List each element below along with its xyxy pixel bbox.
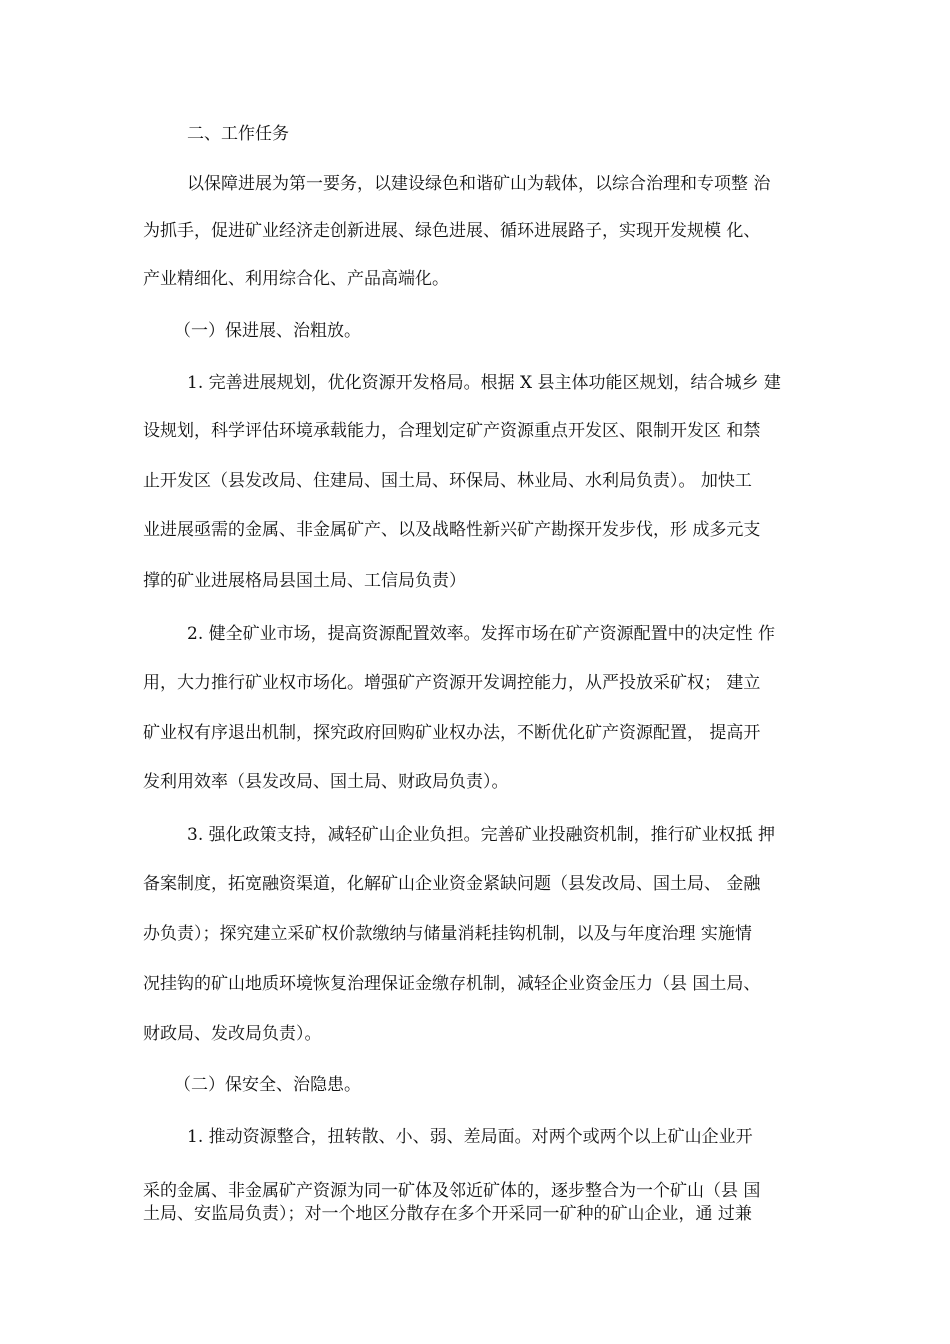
item-4-line: 土局、安监局负责）；对一个地区分散存在多个开采同一矿种的矿山企业，通 过兼 bbox=[143, 1204, 752, 1224]
intro-line: 产业精细化、利用综合化、产品高端化。 bbox=[143, 269, 449, 289]
item-1-line: 业进展亟需的金属、非金属矿产、以及战略性新兴矿产勘探开发步伐，形 成多元支 bbox=[143, 520, 761, 540]
intro-line: 为抓手，促进矿业经济走创新进展、绿色进展、循环进展路子，实现开发规模 化、 bbox=[143, 221, 761, 241]
subsection-title: （二）保安全、治隐患。 bbox=[174, 1075, 361, 1095]
item-1-line: 撑的矿业进展格局县国土局、工信局负责） bbox=[143, 571, 466, 591]
item-2-line: 用，大力推行矿业权市场化。增强矿产资源开发调控能力，从严投放采矿权； 建立 bbox=[143, 673, 761, 693]
item-4-line: 采的金属、非金属矿产资源为同一矿体及邻近矿体的，逐步整合为一个矿山（县 国 bbox=[143, 1181, 761, 1201]
item-4-line: 1. 推动资源整合，扭转散、小、弱、差局面。对两个或两个以上矿山企业开 bbox=[187, 1127, 753, 1147]
item-2-line: 2. 健全矿业市场，提高资源配置效率。发挥市场在矿产资源配置中的决定性 作 bbox=[187, 624, 776, 644]
intro-line: 以保障进展为第一要务，以建设绿色和谐矿山为载体，以综合治理和专项整 治 bbox=[187, 174, 771, 194]
item-2-line: 发利用效率（县发改局、国土局、财政局负责）。 bbox=[143, 772, 509, 792]
subsection-title: （一）保进展、治粗放。 bbox=[174, 321, 361, 341]
item-3-line: 备案制度，拓宽融资渠道，化解矿山企业资金紧缺问题（县发改局、国土局、 金融 bbox=[143, 874, 761, 894]
item-3-line: 况挂钩的矿山地质环境恢复治理保证金缴存机制，减轻企业资金压力（县 国土局、 bbox=[143, 974, 761, 994]
section-title: 二、工作任务 bbox=[187, 124, 289, 144]
item-3-line: 办负责）；探究建立采矿权价款缴纳与储量消耗挂钩机制，以及与年度治理 实施情 bbox=[143, 924, 752, 944]
item-2-line: 矿业权有序退出机制，探究政府回购矿业权办法，不断优化矿产资源配置， 提高开 bbox=[143, 723, 761, 743]
item-3-line: 财政局、发改局负责）。 bbox=[143, 1024, 322, 1044]
item-1-line: 止开发区（县发改局、住建局、国土局、环保局、林业局、水利局负责）。 加快工 bbox=[143, 471, 752, 491]
item-1-line: 1. 完善进展规划，优化资源开发格局。根据 X 县主体功能区规划，结合城乡 建 bbox=[187, 373, 781, 393]
item-1-line: 设规划，科学评估环境承载能力，合理划定矿产资源重点开发区、限制开发区 和禁 bbox=[143, 421, 761, 441]
item-3-line: 3. 强化政策支持，减轻矿山企业负担。完善矿业投融资机制，推行矿业权抵 押 bbox=[187, 825, 776, 845]
